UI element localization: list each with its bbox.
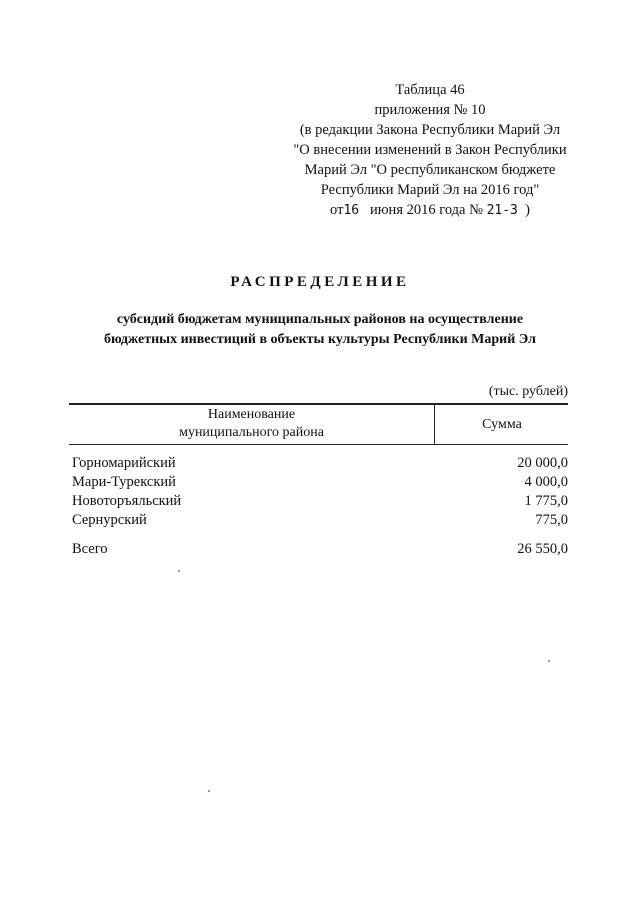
district-sum: 4 000,0 bbox=[524, 474, 568, 490]
law-number: 21-З bbox=[486, 203, 518, 218]
column-header-sum: Сумма bbox=[482, 417, 522, 432]
column-header-name-line-1: Наименование bbox=[207, 407, 296, 422]
district-name: Новоторъяльский bbox=[72, 493, 182, 509]
table-header bbox=[69, 403, 568, 445]
table-row bbox=[72, 454, 568, 473]
scan-speck bbox=[548, 660, 550, 662]
scan-speck bbox=[208, 790, 210, 792]
date-day: 16 bbox=[343, 203, 360, 218]
edition-line-4: Республики Марий Эл на 2016 год" bbox=[320, 182, 540, 198]
appendix-label: приложения № 10 bbox=[374, 102, 486, 118]
table-row bbox=[72, 492, 568, 511]
units-label: (тыс. рублей) bbox=[488, 384, 568, 399]
column-header-name-line-2: муниципального района bbox=[179, 425, 324, 440]
total-sum: 26 550,0 bbox=[517, 541, 568, 557]
date-rest: июня 2016 года № bbox=[369, 202, 483, 218]
district-sum: 1 775,0 bbox=[524, 493, 568, 509]
edition-line-3: Марий Эл "О республиканском бюджете bbox=[304, 162, 556, 178]
scan-speck bbox=[178, 570, 180, 572]
date-prefix: от bbox=[330, 202, 344, 218]
total-label: Всего bbox=[72, 541, 108, 557]
district-name: Горномарийский bbox=[72, 455, 176, 471]
subtitle-line-2: бюджетных инвестиций в объекты культуры Республики Марий Эл bbox=[104, 332, 536, 347]
document-header bbox=[270, 80, 590, 221]
subtitle-line-1: субсидий бюджетам муниципальных районов на осуществление bbox=[116, 312, 524, 327]
table-row bbox=[72, 473, 568, 492]
document-title: РАСПРЕДЕЛЕНИЕ bbox=[230, 274, 410, 290]
total-row bbox=[72, 540, 568, 559]
edition-line-1: (в редакции Закона Республики Марий Эл bbox=[299, 122, 561, 138]
district-name: Сернурский bbox=[72, 512, 147, 528]
table-row bbox=[72, 511, 568, 530]
edition-line-2: "О внесении изменений в Закон Республики bbox=[293, 142, 567, 158]
document-subtitle bbox=[0, 310, 640, 350]
closing-paren: ) bbox=[525, 202, 530, 218]
district-name: Мари-Турекский bbox=[72, 474, 176, 490]
district-sum: 775,0 bbox=[535, 512, 568, 528]
table-body bbox=[72, 454, 568, 559]
date-line bbox=[270, 200, 590, 221]
column-header-name bbox=[69, 405, 435, 444]
table-label: Таблица 46 bbox=[395, 82, 465, 98]
district-sum: 20 000,0 bbox=[517, 455, 568, 471]
